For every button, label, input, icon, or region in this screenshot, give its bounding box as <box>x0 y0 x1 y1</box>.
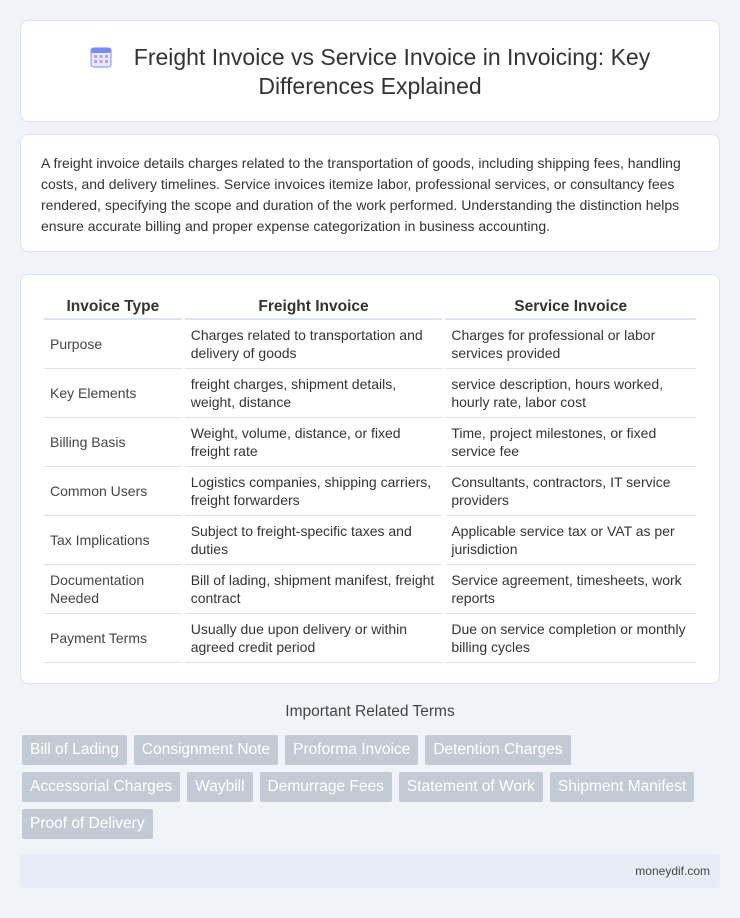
calendar-icon <box>90 46 112 68</box>
table-row <box>44 565 696 614</box>
table-cell: Due on service completion or monthly billing cycles <box>445 614 696 663</box>
page-title-wrap <box>21 43 719 101</box>
intro-card <box>20 134 720 252</box>
row-label: Key Elements <box>44 369 182 418</box>
table-cell: Bill of lading, shipment manifest, freight contract <box>185 565 443 614</box>
table-cell: Consultants, contractors, IT service providers <box>445 467 696 516</box>
table-cell: Applicable service tax or VAT as per jurisdiction <box>445 516 696 565</box>
table-row <box>44 418 696 467</box>
table-row <box>44 516 696 565</box>
column-header: Invoice Type <box>44 295 182 320</box>
table-cell: Charges related to transportation and delivery of goods <box>185 320 443 369</box>
page-title: Freight Invoice vs Service Invoice in Invoicing: Key Differences Explained <box>133 44 651 99</box>
related-term-tag[interactable]: Proof of Delivery <box>22 809 153 839</box>
table-cell: Time, project milestones, or fixed service fee <box>445 418 696 467</box>
table-row <box>44 614 696 663</box>
related-term-tag[interactable]: Proforma Invoice <box>285 735 418 765</box>
related-terms-heading: Important Related Terms <box>285 703 455 720</box>
row-label: Tax Implications <box>44 516 182 565</box>
footer-bar <box>20 854 720 888</box>
table-cell: Subject to freight-specific taxes and duties <box>185 516 443 565</box>
related-term-tag[interactable]: Demurrage Fees <box>260 772 392 802</box>
table-cell: Logistics companies, shipping carriers, freight forwarders <box>185 467 443 516</box>
row-label: Billing Basis <box>44 418 182 467</box>
table-row <box>44 369 696 418</box>
related-term-tag[interactable]: Shipment Manifest <box>550 772 694 802</box>
row-label: Purpose <box>44 320 182 369</box>
table-header-row <box>44 295 696 320</box>
related-terms-list <box>22 735 722 839</box>
intro-paragraph: A freight invoice details charges related to the transportation of goods, including shipping fees, handling costs, and delivery timelines. Service invoices itemize labor, professional services, or consultancy fees rendered, specifying the scope and duration of the work performed. Understanding the distinction helps ensure accurate billing and proper expense categorization in business accounting. <box>41 155 681 234</box>
related-term-tag[interactable]: Consignment Note <box>134 735 278 765</box>
related-term-tag[interactable]: Bill of Lading <box>22 735 127 765</box>
related-term-tag[interactable]: Detention Charges <box>425 735 570 765</box>
related-term-tag[interactable]: Statement of Work <box>399 772 543 802</box>
table-cell: Weight, volume, distance, or fixed freight rate <box>185 418 443 467</box>
row-label: Documentation Needed <box>44 565 182 614</box>
column-header: Freight Invoice <box>185 295 443 320</box>
row-label: Payment Terms <box>44 614 182 663</box>
table-cell: Charges for professional or labor services provided <box>445 320 696 369</box>
table-row <box>44 320 696 369</box>
column-header: Service Invoice <box>445 295 696 320</box>
related-term-tag[interactable]: Accessorial Charges <box>22 772 180 802</box>
related-term-tag[interactable]: Waybill <box>187 772 252 802</box>
table-cell: Usually due upon delivery or within agreed credit period <box>185 614 443 663</box>
table-cell: Service agreement, timesheets, work reports <box>445 565 696 614</box>
comparison-table <box>41 295 699 663</box>
table-row <box>44 467 696 516</box>
row-label: Common Users <box>44 467 182 516</box>
comparison-table-card <box>20 274 720 684</box>
title-card <box>20 20 720 122</box>
table-cell: freight charges, shipment details, weight, distance <box>185 369 443 418</box>
site-credit[interactable]: moneydif.com <box>635 864 710 878</box>
table-cell: service description, hours worked, hourly rate, labor cost <box>445 369 696 418</box>
